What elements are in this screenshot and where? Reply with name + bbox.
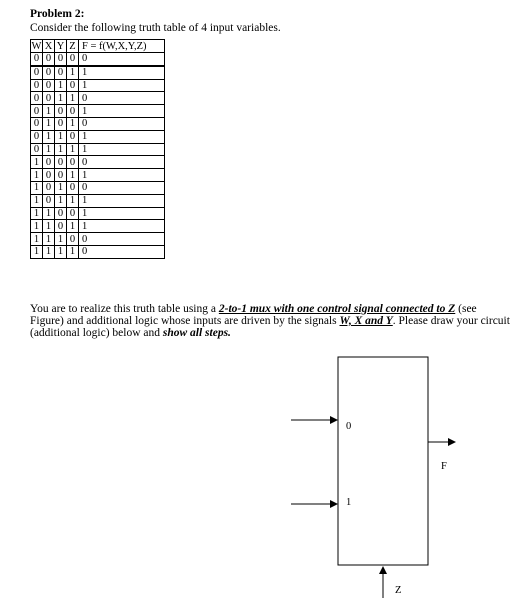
- cell-w: 0: [31, 143, 43, 156]
- cell-y: 0: [55, 117, 67, 130]
- cell-x: 1: [43, 233, 55, 246]
- cell-w: 0: [31, 66, 43, 79]
- cell-z: 0: [67, 156, 79, 169]
- cell-f: 1: [79, 143, 165, 156]
- mux-select-label: Z: [395, 585, 402, 596]
- cell-z: 1: [67, 92, 79, 105]
- cell-x: 0: [43, 92, 55, 105]
- cell-w: 1: [31, 181, 43, 194]
- cell-z: 1: [67, 169, 79, 182]
- cell-x: 1: [43, 220, 55, 233]
- instructions-text-1: You are to realize this truth table using a: [30, 303, 219, 315]
- cell-y: 0: [55, 105, 67, 118]
- cell-f: 0: [79, 156, 165, 169]
- instructions-emphasis-mux: 2-to-1 mux with one control signal connected to Z: [218, 303, 456, 315]
- cell-x: 0: [43, 169, 55, 182]
- cell-z: 1: [67, 143, 79, 156]
- cell-y: 0: [55, 169, 67, 182]
- mux-output-label: F: [441, 461, 447, 472]
- header-f: F = f(W,X,Y,Z): [79, 40, 165, 53]
- problem-title: Problem 2:: [30, 8, 85, 20]
- cell-z: 0: [67, 79, 79, 92]
- cell-w: 0: [31, 105, 43, 118]
- cell-w: 0: [31, 92, 43, 105]
- cell-f: 0: [79, 117, 165, 130]
- cell-y: 0: [55, 66, 67, 79]
- cell-w: 1: [31, 156, 43, 169]
- cell-y: 1: [55, 181, 67, 194]
- cell-x: 1: [43, 117, 55, 130]
- cell-w: 1: [31, 245, 43, 258]
- cell-z: 1: [67, 245, 79, 258]
- cell-y: 1: [55, 233, 67, 246]
- cell-x: 0: [43, 181, 55, 194]
- cell-f: 1: [79, 105, 165, 118]
- cell-z: 0: [67, 53, 79, 66]
- cell-z: 0: [67, 207, 79, 220]
- header-x: X: [43, 40, 55, 53]
- cell-x: 0: [43, 53, 55, 66]
- header-w: W: [31, 40, 42, 52]
- cell-y: 0: [55, 53, 67, 66]
- cell-z: 1: [67, 66, 79, 79]
- cell-z: 0: [67, 130, 79, 143]
- cell-y: 1: [55, 143, 67, 156]
- cell-f: 0: [79, 245, 165, 258]
- cell-y: 1: [55, 245, 67, 258]
- cell-y: 1: [55, 194, 67, 207]
- cell-x: 0: [43, 79, 55, 92]
- cell-f: 0: [79, 92, 165, 105]
- cell-y: 0: [55, 156, 67, 169]
- header-z: Z: [67, 40, 79, 53]
- cell-w: 0: [31, 79, 43, 92]
- instructions-text-3: . Please draw your circuit (additional logic) below and: [30, 315, 510, 339]
- cell-y: 0: [55, 207, 67, 220]
- cell-w: 0: [31, 130, 43, 143]
- header-y: Y: [55, 40, 67, 53]
- cell-f: 1: [79, 207, 165, 220]
- cell-y: 1: [55, 79, 67, 92]
- cell-f: 0: [79, 233, 165, 246]
- cell-f: 1: [79, 79, 165, 92]
- cell-y: 1: [55, 130, 67, 143]
- cell-w: 1: [31, 233, 43, 246]
- cell-f: 1: [79, 130, 165, 143]
- cell-x: 1: [43, 245, 55, 258]
- cell-z: 0: [67, 181, 79, 194]
- cell-z: 0: [67, 105, 79, 118]
- problem-intro: Consider the following truth table of 4 input variables.: [30, 22, 281, 34]
- cell-z: 1: [67, 117, 79, 130]
- cell-x: 0: [43, 194, 55, 207]
- cell-y: 0: [55, 220, 67, 233]
- cell-y: 1: [55, 92, 67, 105]
- cell-w: 1: [31, 169, 43, 182]
- instructions-emphasis-signals: W, X and Y: [339, 315, 393, 327]
- cell-w: 0: [31, 53, 43, 66]
- cell-w: 1: [31, 194, 43, 207]
- cell-x: 1: [43, 105, 55, 118]
- cell-x: 1: [43, 130, 55, 143]
- cell-z: 1: [67, 220, 79, 233]
- cell-w: 0: [31, 117, 43, 130]
- cell-f: 1: [79, 220, 165, 233]
- cell-f: 1: [79, 169, 165, 182]
- instructions-text-2: (see Figure) and additional logic whose inputs are driven by the signals: [30, 303, 477, 327]
- cell-x: 0: [43, 66, 55, 79]
- cell-f: 1: [79, 66, 165, 79]
- cell-f: 0: [79, 181, 165, 194]
- cell-x: 0: [43, 156, 55, 169]
- mux-input0-label: 0: [346, 421, 352, 432]
- cell-z: 1: [67, 194, 79, 207]
- mux-input1-label: 1: [346, 497, 352, 508]
- cell-x: 1: [43, 207, 55, 220]
- cell-w: 1: [31, 207, 43, 220]
- cell-z: 0: [67, 233, 79, 246]
- cell-f: 1: [79, 194, 165, 207]
- mux-box: [338, 357, 428, 565]
- cell-f: 0: [79, 53, 165, 66]
- cell-w: 1: [31, 220, 43, 233]
- instructions-emphasis-steps: show all steps.: [162, 327, 231, 339]
- cell-x: 1: [43, 143, 55, 156]
